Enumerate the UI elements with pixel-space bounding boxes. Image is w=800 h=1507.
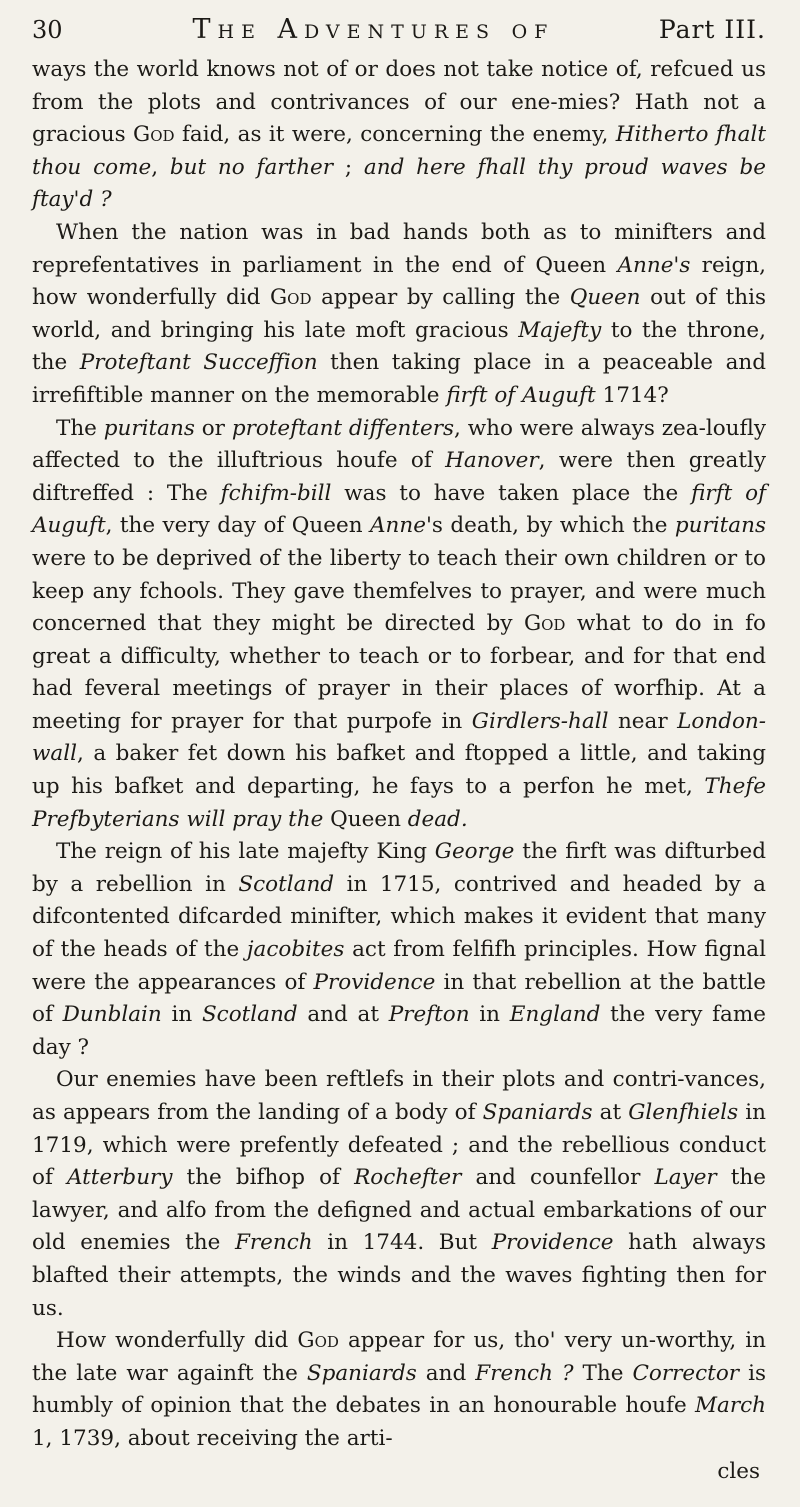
smallcaps-run: God <box>297 1328 339 1354</box>
text-run: the firft was difturbed by a rebellion in <box>32 839 766 897</box>
catchword: cles <box>717 1458 760 1484</box>
text-run: in 1744. But <box>312 1230 492 1256</box>
page-number: 30 <box>32 16 63 44</box>
body-text <box>32 54 766 1456</box>
italic-run: French ? <box>475 1360 574 1386</box>
italic-run: fchifm-bill <box>220 480 332 506</box>
italic-run: but no farther <box>169 154 334 180</box>
italic-run: jacobites <box>246 937 345 963</box>
text-run: the very fame day ? <box>32 1002 766 1060</box>
text-run: The <box>573 1360 633 1386</box>
text-run: hath always blafted their attempts, the winds and the waves fighting then for us. <box>32 1230 766 1321</box>
text-run: were to be deprived of the liberty to teach their own children or to keep any fchools. They gave themfelves to prayer, and were much concerned that they might be directed by <box>32 545 766 637</box>
page-header <box>32 14 766 54</box>
italic-run: Atterbury <box>67 1165 173 1191</box>
text-run: appear for us, tho' very un-worthy, in the late war againft the <box>32 1328 767 1386</box>
italic-run: Anne's <box>617 252 691 278</box>
text-run: 1, 1739, about receiving the arti- <box>32 1425 393 1451</box>
text-run: Queen <box>323 806 408 832</box>
text-run: 1714? <box>595 382 669 408</box>
text-run: then taking place in a peaceable and irrefiftible manner on the memorable <box>32 350 767 408</box>
text-run: and counfellor <box>461 1165 655 1191</box>
text-run: act from felfifh principles. How fignal were the appearances of <box>32 937 766 995</box>
italic-run: Proteftant Succeffion <box>79 350 318 376</box>
text-run: what to do in fo great a difficulty, whether to teach or to forbear, and for that end had feveral meetings of prayer in their places of worfhip. At a meeting for prayer for that purpofe in <box>32 611 766 734</box>
italic-run: and here fhall thy proud waves be ftay'd ? <box>32 154 766 213</box>
text-run: ; <box>333 154 364 180</box>
text-run: , who were always zea-loufly affected to the illuftrious houfe of <box>32 415 767 474</box>
italic-run: George <box>434 839 515 865</box>
paragraph <box>32 1064 766 1325</box>
text-run: , <box>151 154 170 180</box>
running-title: The Adventures of <box>192 14 555 45</box>
text-run: and <box>416 1360 476 1386</box>
italic-run: Providence <box>313 969 436 995</box>
paragraph <box>32 217 766 413</box>
text-run: in 1715, contrived and headed by a difcontented difcarded minifter, which makes it evident that many of the heads of the <box>32 871 766 963</box>
italic-run: Thefe Prefbyterians will pray the <box>32 774 766 832</box>
text-run: reign, how wonderfully did <box>32 252 767 311</box>
text-run: in <box>469 1002 510 1028</box>
italic-run: firft of Auguft <box>32 480 767 539</box>
text-run: or <box>194 415 232 441</box>
italic-run: Girdlers-hall <box>471 708 609 734</box>
text-run: to the throne, the <box>32 317 766 376</box>
italic-run: Prefton <box>388 1002 470 1028</box>
paragraph <box>32 1325 766 1455</box>
italic-run: Majefty <box>518 317 602 343</box>
text-run: The reign of his late majefty King <box>56 839 435 865</box>
italic-run: Hanover <box>445 448 539 474</box>
text-run: near <box>608 708 678 734</box>
text-run: , a baker fet down his bafket and ftopped a little, and taking up his bafket and departing, he fays to a perfon he met, <box>32 741 766 800</box>
italic-run: Spaniards <box>482 1100 593 1125</box>
italic-run: Queen <box>569 285 641 311</box>
italic-run: French <box>234 1230 313 1256</box>
italic-run: Layer <box>654 1165 717 1191</box>
italic-run: puritans <box>674 513 766 539</box>
smallcaps-run: God <box>270 285 312 311</box>
italic-run: England <box>509 1002 601 1028</box>
text-run: is humbly of opinion that the debates in an honourable houfe <box>32 1360 766 1419</box>
text-run: the bifhop of <box>172 1165 355 1191</box>
text-run: appear by calling the <box>311 285 570 311</box>
text-run: , were then greatly diftreffed : The <box>32 448 766 506</box>
text-run: in 1719, which were prefently defeated ; and the rebellious conduct of <box>32 1100 766 1191</box>
italic-run: Spaniards <box>306 1360 417 1386</box>
text-run: When the nation was in bad hands both as to minifters and reprefentatives in parliament in the end of Queen <box>32 219 766 278</box>
paragraph <box>32 54 766 217</box>
text-run: How wonderfully did <box>56 1328 298 1354</box>
text-run: Our enemies have been reftlefs in their plots and contri-vances, as appears from the landing of a body of <box>32 1067 766 1125</box>
text-run: in that rebellion at the battle of <box>32 969 766 1028</box>
italic-run: Rochefter <box>354 1165 462 1191</box>
text-run: The <box>56 415 104 441</box>
italic-run: Anne <box>370 513 426 539</box>
paragraph <box>32 413 766 837</box>
italic-run: London-wall <box>32 708 767 767</box>
italic-run: Providence <box>491 1230 614 1256</box>
text-run: ways the world knows not of or does not take notice of, refcued us from the plots and contrivances of our ene-mies? Hath not a gracious <box>32 57 766 148</box>
italic-run: Scotland <box>238 871 335 897</box>
italic-run: Scotland <box>201 1002 298 1028</box>
italic-run: Hitherto fhalt thou come <box>32 122 766 180</box>
italic-run: March <box>695 1393 766 1419</box>
text-run: 's death, by which the <box>425 513 675 539</box>
italic-run: Glenfhiels <box>628 1100 739 1125</box>
text-run: and at <box>297 1002 389 1028</box>
smallcaps-run: God <box>133 122 175 148</box>
paragraph <box>32 836 766 1064</box>
text-run: the lawyer, and alfo from the defigned and actual embarkations of our old enemies the <box>32 1165 766 1256</box>
italic-run: Corrector <box>632 1360 740 1386</box>
text-run: , the very day of Queen <box>105 513 370 539</box>
italic-run: firft of Auguft <box>446 382 596 408</box>
italic-run: dead. <box>407 806 468 832</box>
text-run: at <box>592 1100 629 1125</box>
text-run: out of this world, and bringing his late moft gracious <box>32 285 767 343</box>
text-run: in <box>161 1002 202 1028</box>
italic-run: puritans <box>103 415 195 441</box>
text-run: faid, as it were, concerning the enemy, <box>174 122 616 148</box>
text-run: was to have taken place the <box>331 480 692 506</box>
italic-run: Dunblain <box>62 1002 162 1028</box>
smallcaps-run: God <box>523 611 566 637</box>
part-label: Part III. <box>658 15 766 44</box>
italic-run: proteftant diffenters <box>231 415 455 441</box>
